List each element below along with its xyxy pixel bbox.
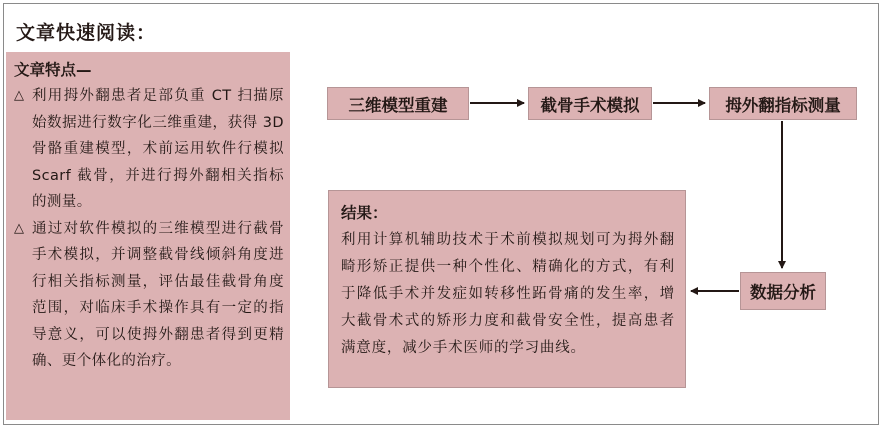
result-text: 利用计算机辅助技术于术前模拟规划可为拇外翻畸形矫正提供一种个性化、精确化的方式，有利于降低手术并发症如转移性跖骨痛的发生率，增大截骨术式的矫形力度和截骨安全性，提高患者满意度，减少手术医师的学习曲线。 xyxy=(341,232,675,356)
triangle-bullet-icon: △ xyxy=(14,88,25,103)
flow-step-osteotomy-simulation: 截骨手术模拟 xyxy=(528,87,652,120)
flow-step-data-analysis: 数据分析 xyxy=(740,272,826,310)
feature-item-text: 利用拇外翻患者足部负重 CT 扫描原始数据进行数字化三维重建，获得 3D 骨骼重建模型，术前运用软件行模拟 Scarf 截骨，并进行拇外翻相关指标的测量。 xyxy=(32,88,284,210)
page-title: 文章快速阅读： xyxy=(16,22,157,44)
result-heading: 结果： xyxy=(341,204,388,222)
flow-step-hallux-valgus-measurement: 拇外翻指标测量 xyxy=(709,87,857,120)
flow-step-3d-reconstruction: 三维模型重建 xyxy=(327,87,469,120)
features-heading: 文章特点— xyxy=(14,61,92,79)
triangle-bullet-icon: △ xyxy=(14,220,25,236)
feature-item-text: 通过对软件模拟的三维模型进行截骨手术模拟，并调整截骨线倾斜角度进行相关指标测量，评估最佳截骨角度范围，对临床手术操作具有一定的指导意义，可以使拇外翻患者得到更精确、更个体化的治疗。 xyxy=(32,220,284,369)
